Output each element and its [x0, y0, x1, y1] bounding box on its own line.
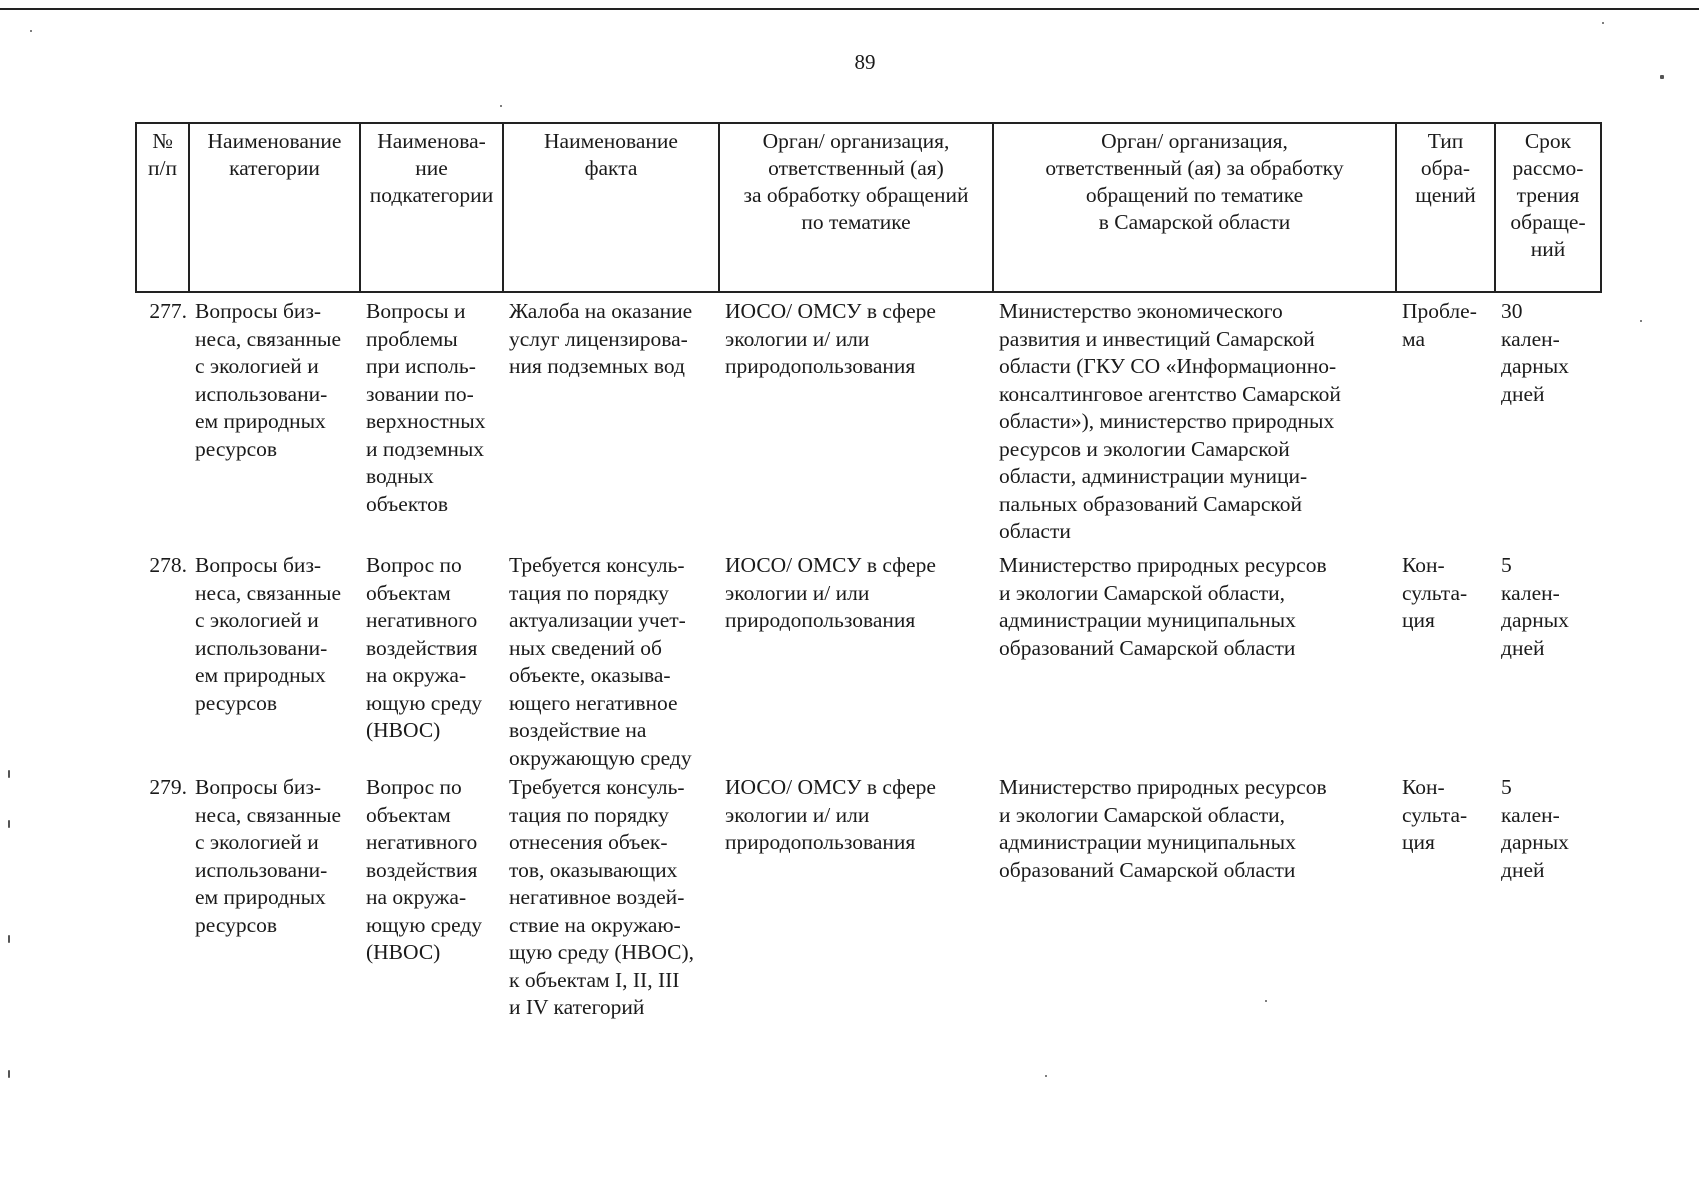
header-category: Наименование категории — [189, 123, 360, 292]
header-organ-samara: Орган/ организация, ответственный (ая) за обработку обращений по тематике в Самарской области — [993, 123, 1396, 292]
row-category: Вопросы биз- неса, связанные с экологией и использовани- ем природных ресурсов — [195, 299, 342, 461]
scan-speck — [8, 770, 10, 778]
table-header-row — [136, 123, 1601, 292]
row-category: Вопросы биз- неса, связанные с экологией и использовани- ем природных ресурсов — [195, 553, 342, 715]
page-number: 89 — [854, 50, 876, 74]
row-organ: ИОСО/ ОМСУ в сфере экологии и/ или природопользования — [725, 299, 936, 378]
row-organ-samara: Министерство экономического развития и инвестиций Самарской области (ГКУ СО «Информационно- консалтинговое агентство Самарской области»), министерство природных ресурсов и экологии Самарской области, администрации муници- пальных образований Самарской области — [999, 299, 1341, 543]
row-organ-samara: Министерство природных ресурсов и экологии Самарской области, администрации муниципальных образований Самарской области — [999, 775, 1327, 882]
row-subcategory: Вопросы и проблемы при исполь- зовании по- верхностных и подземных водных объектов — [366, 299, 486, 516]
header-organ: Орган/ организация, ответственный (ая) за обработку обращений по тематике — [719, 123, 993, 292]
header-number: № п/п — [136, 123, 189, 292]
header-term: Срок рассмо- трения обраще- ний — [1495, 123, 1601, 292]
row-term: 5 кален- дарных дней — [1501, 553, 1569, 660]
table-row — [136, 292, 1601, 552]
row-fact: Требуется консуль- тация по порядку актуализации учет- ных сведений об объекте, оказыва- ющего негативное воздействие на окружающую среду — [509, 553, 692, 770]
scan-speck — [500, 105, 502, 107]
scan-speck — [8, 1070, 10, 1078]
appeals-table — [135, 122, 1602, 1024]
row-type: Кон- сульта- ция — [1402, 553, 1468, 632]
header-type: Тип обра- щений — [1396, 123, 1495, 292]
row-type: Кон- сульта- ция — [1402, 775, 1468, 854]
scan-speck — [1640, 320, 1642, 322]
scan-speck — [1265, 1000, 1267, 1002]
row-fact: Требуется консуль- тация по порядку отнесения объек- тов, оказывающих негативное воздей- ствие на окружаю- щую среду (НВОС), к объектам I, II, III и IV категорий — [509, 775, 695, 1019]
scan-edge-line — [0, 8, 1699, 10]
scan-speck — [1602, 22, 1604, 24]
row-number: 279. — [149, 775, 187, 799]
row-type: Пробле- ма — [1402, 299, 1477, 351]
scan-speck — [1045, 1075, 1047, 1077]
row-number: 278. — [149, 553, 187, 577]
scan-speck — [8, 820, 10, 828]
scan-speck — [8, 935, 10, 943]
table-row — [136, 552, 1601, 774]
scan-speck — [30, 30, 32, 32]
row-term: 5 кален- дарных дней — [1501, 775, 1569, 882]
row-organ: ИОСО/ ОМСУ в сфере экологии и/ или природопользования — [725, 553, 936, 632]
row-category: Вопросы биз- неса, связанные с экологией и использовани- ем природных ресурсов — [195, 775, 342, 937]
row-organ: ИОСО/ ОМСУ в сфере экологии и/ или природопользования — [725, 775, 936, 854]
row-term: 30 кален- дарных дней — [1501, 299, 1569, 406]
row-organ-samara: Министерство природных ресурсов и экологии Самарской области, администрации муниципальных образований Самарской области — [999, 553, 1327, 660]
row-number: 277. — [149, 299, 187, 323]
row-subcategory: Вопрос по объектам негативного воздействия на окружа- ющую среду (НВОС) — [366, 553, 483, 742]
row-fact: Жалоба на оказание услуг лицензирова- ния подземных вод — [509, 299, 693, 378]
header-fact: Наименование факта — [503, 123, 719, 292]
header-subcategory: Наименова- ние подкатегории — [360, 123, 503, 292]
scan-speck — [1660, 75, 1664, 79]
row-subcategory: Вопрос по объектам негативного воздействия на окружа- ющую среду (НВОС) — [366, 775, 483, 964]
table-row — [136, 774, 1601, 1024]
